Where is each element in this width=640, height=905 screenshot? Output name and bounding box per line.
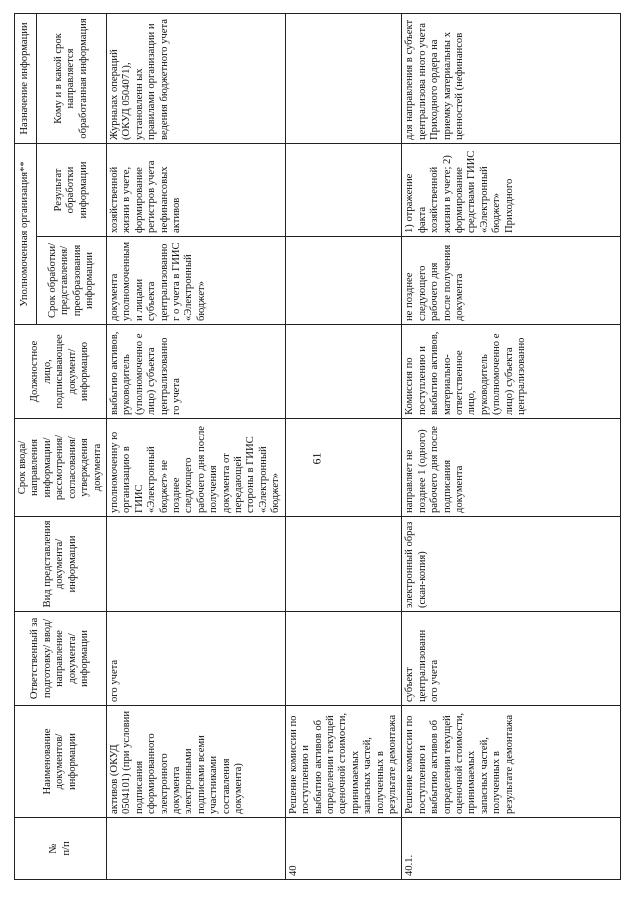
header-row-top [15, 14, 37, 880]
rotated-table-container [14, 14, 621, 880]
cell-processing-result [285, 144, 402, 237]
header-purpose: Назначение информации [15, 14, 37, 144]
cell-num [107, 818, 286, 880]
cell-name: активов (ОКУД 0504101) (при условии подписания сформированного электронного документа электронными подписями всеми участниками составления документа) [107, 706, 286, 818]
cell-to-whom: для направления в субъект централизова нного учета Приходного ордера на приемку материальны х ценностей (нефинансов [402, 14, 621, 144]
cell-responsible: ого учета [107, 612, 286, 706]
document-table [14, 13, 621, 880]
cell-type: электронный образ (скан-копия) [402, 517, 621, 612]
header-processing-result: Результат обработки информации [37, 144, 107, 237]
cell-responsible: субъект централизованн ого учета [402, 612, 621, 706]
header-type: Вид представления документа/ информации [15, 517, 107, 612]
page-number: 61 [309, 452, 324, 465]
cell-to-whom: Журналах операций (ОКУД 0504071), установленн ых правилами организации и ведения бюджетного учета [107, 14, 286, 144]
cell-type [285, 517, 402, 612]
cell-processing-result: 1) отражение факта хозяйственной жизни в учете; 2) формирование средствами ГИИС «Электронный бюджет» Приходного [402, 144, 621, 237]
cell-official: выбытию активов, руководитель (уполномоченно е лицо) субъекта централизованно го учета [107, 325, 286, 419]
header-term: Срок ввода/ направления информации/ рассмотрения/ согласования/ утверждения документа [15, 419, 107, 517]
cell-responsible [285, 612, 402, 706]
header-num: № п/п [15, 818, 107, 880]
table-row [107, 14, 286, 880]
header-processing-term: Срок обработки/ представления/ преобразования информации [37, 237, 107, 325]
cell-processing-result: хозяйственной жизни в учете, формирование регистров учета нефинансовых активов [107, 144, 286, 237]
cell-processing-term: не позднее следующего рабочего дня после получения документа [402, 237, 621, 325]
header-to-whom: Кому и в какой срок направляется обработанная информация [37, 14, 107, 144]
header-official: Должностное лицо, подписывающее документ/ информацию [15, 325, 107, 419]
header-authorized: Уполномоченная организация** [15, 144, 37, 325]
cell-term: уполномоченну ю организацию в ГИИС «Электронный бюджет» не позднее следующего рабочего дня после получения документа от передающей стороны в ГИИС «Электронный бюджет» [107, 419, 286, 517]
cell-processing-term [285, 237, 402, 325]
cell-term: направляет не позднее 1 (одного) рабочего дня после подписания документа [402, 419, 621, 517]
cell-name: Решение комиссии по поступлению и выбытию активов об определении текущей оценочной стоимости, принимаемых запасных частей, полученных в результате демонтажа [402, 706, 621, 818]
table-row [402, 14, 621, 880]
cell-official: Комиссия по поступлению и выбытию активов, материально- ответственное лицо, руководитель (уполномоченно е лицо) субъекта централизованно [402, 325, 621, 419]
cell-official [285, 325, 402, 419]
header-name: Наименование документов/информации [15, 706, 107, 818]
cell-num: 40.1. [402, 818, 621, 880]
cell-term [285, 419, 402, 517]
cell-type [107, 517, 286, 612]
cell-name: Решение комиссии по поступлению и выбытию активов об определении текущей оценочной стоимости, принимаемых запасных частей, полученных в результате демонтажа [285, 706, 402, 818]
header-responsible: Ответственный за подготовку/ ввод/ направление документа/ информации [15, 612, 107, 706]
table-row [285, 14, 402, 880]
cell-to-whom [285, 14, 402, 144]
cell-num: 40 [285, 818, 402, 880]
cell-processing-term: документа уполномоченными лицами субъекта централизованног о учета в ГИИС «Электронный бюджет» [107, 237, 286, 325]
